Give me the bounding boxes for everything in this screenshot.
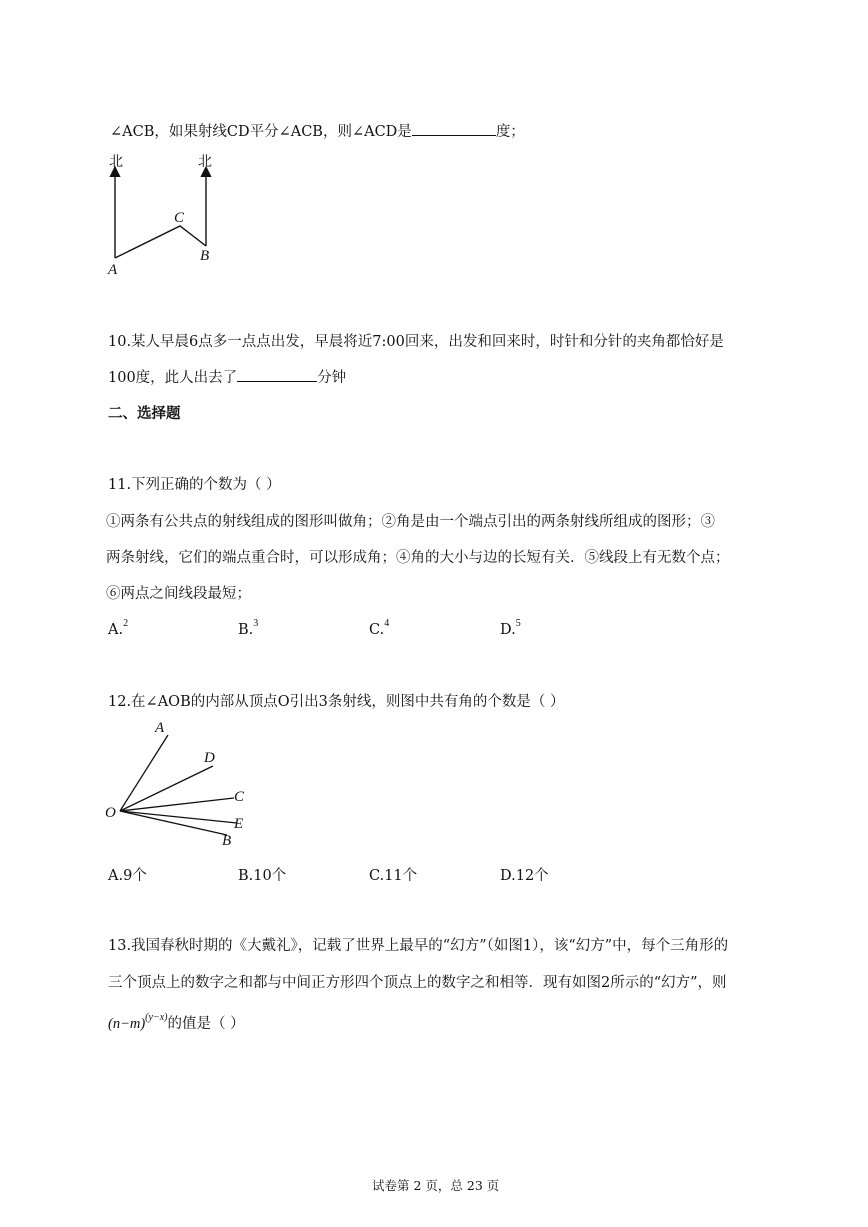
- q10-line2: [108, 366, 346, 387]
- q10-text: 100度，此人出去了: [108, 370, 238, 386]
- option-value: 3: [253, 618, 259, 629]
- option-label: C.: [369, 622, 385, 638]
- option-value: 11个: [384, 868, 418, 884]
- q11-body-line1: ①两条有公共点的射线组成的图形叫做角；②角是由一个端点引出的两条射线所组成的图形；③: [106, 514, 715, 530]
- q11-body-line3: ⑥两点之间线段最短；: [106, 586, 251, 602]
- q12-figure: [100, 715, 270, 855]
- q12-option-b[interactable]: [238, 864, 286, 885]
- point-o-label: O: [105, 805, 116, 821]
- q12-option-d[interactable]: [500, 864, 549, 885]
- page-footer: 试卷第 2 页，总 23 页: [372, 1178, 500, 1193]
- segment-acb: [115, 226, 206, 258]
- q9-text-end: 度；: [495, 124, 525, 140]
- option-value: 9个: [123, 868, 147, 884]
- q10-answer-blank[interactable]: [237, 367, 317, 383]
- q13-line1: 13.我国春秋时期的《大戴礼》，记载了世界上最早的“幻方”（如图1），该“幻方”中，每个三角形的: [108, 938, 729, 954]
- point-b-label: B: [200, 248, 210, 264]
- option-value: 10个: [253, 868, 287, 884]
- option-label: D.: [500, 622, 516, 638]
- point-a-label: A: [108, 262, 118, 278]
- q9-figure: [100, 148, 230, 283]
- option-value: 4: [384, 618, 390, 629]
- q9-answer-blank[interactable]: [412, 121, 496, 137]
- q13-line2: 三个顶点上的数字之和都与中间正方形四个顶点上的数字之和相等．现有如图2所示的“幻方”，则: [108, 975, 727, 991]
- q12-stem: 12.在∠AOB的内部从顶点O引出3条射线，则图中共有角的个数是（ ）: [108, 694, 565, 710]
- q11-option-b[interactable]: [238, 618, 258, 638]
- q11-body-line2: 两条射线，它们的端点重合时，可以形成角；④角的大小与边的长短有关．⑤线段上有无数个点；: [106, 550, 730, 566]
- option-label: A.: [108, 868, 124, 884]
- ray-ob: [120, 811, 227, 835]
- north-label-a: 北: [109, 154, 123, 170]
- ray-oe: [120, 811, 237, 823]
- q9-text: ∠ACB，如果射线CD平分∠ACB，则∠ACD是: [110, 124, 412, 140]
- q11-option-d[interactable]: [500, 618, 521, 638]
- option-label: B.: [238, 622, 254, 638]
- option-label: B.: [238, 868, 254, 884]
- q13-text-end: 的值是（ ）: [167, 1016, 245, 1032]
- option-label: C.: [369, 868, 385, 884]
- q13-line3: [108, 1012, 245, 1033]
- point-d-label: D: [204, 750, 215, 766]
- option-value: 2: [123, 618, 129, 629]
- option-value: 12个: [515, 868, 549, 884]
- q10-line1: 10.某人早晨6点多一点点出发，早晨将近7:00回来，出发和回来时，时针和分针的夹角都恰好是: [108, 334, 724, 350]
- point-b-label: B: [222, 833, 232, 849]
- q11-stem: 11.下列正确的个数为（ ）: [108, 477, 281, 493]
- q10-text-end: 分钟: [317, 370, 347, 386]
- q13-expression-base: (n−m): [108, 1016, 146, 1032]
- option-value: 5: [515, 618, 521, 629]
- point-c-label: C: [234, 789, 245, 805]
- q13-expression-exponent: (y−x): [145, 1012, 168, 1023]
- ray-oc: [120, 798, 234, 811]
- q12-option-c[interactable]: [369, 864, 417, 885]
- q11-option-c[interactable]: [369, 618, 389, 638]
- q12-option-a[interactable]: [108, 864, 147, 885]
- option-label: A.: [108, 622, 124, 638]
- point-a-label: A: [155, 720, 165, 736]
- q11-option-a[interactable]: [108, 618, 128, 638]
- point-e-label: E: [234, 816, 244, 832]
- point-c-label: C: [174, 210, 185, 226]
- q9-line: [110, 120, 525, 141]
- option-label: D.: [500, 868, 516, 884]
- north-label-b: 北: [198, 154, 212, 170]
- section-title: 二、选择题: [108, 405, 181, 422]
